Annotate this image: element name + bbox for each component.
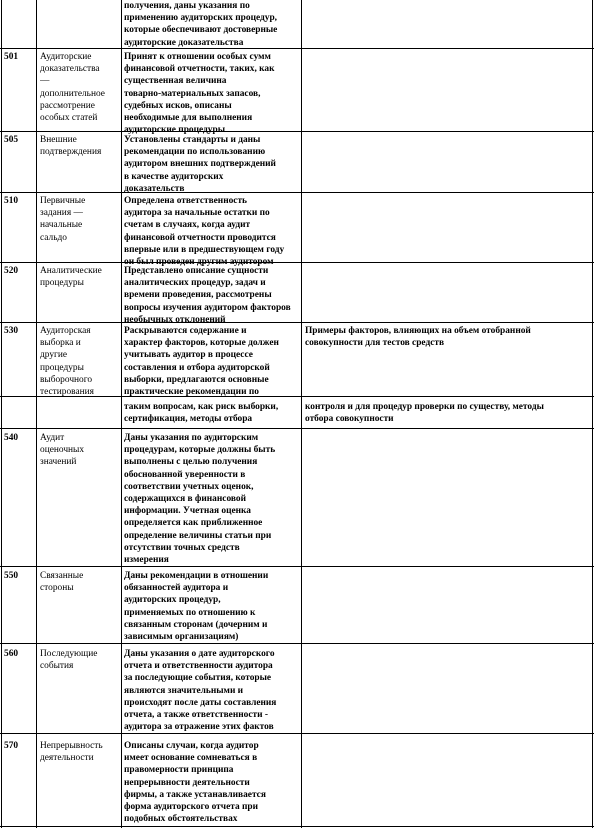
name-line: деятельности <box>40 753 94 764</box>
description-line: применению аудиторских процедур, <box>124 13 277 24</box>
description-line: составления и отбора аудиторской <box>124 362 270 373</box>
notes-line: совокупности для тестов средств <box>305 338 445 349</box>
description-line: обоснованной уверенности в <box>124 469 246 480</box>
name-line: начальные <box>40 220 83 231</box>
name-line: стороны <box>40 583 74 594</box>
description-line: содержащихся в финансовой <box>124 494 246 505</box>
row-description <box>124 195 300 268</box>
description-line: Определена ответственность <box>124 196 248 206</box>
name-line: рассмотрение <box>40 100 95 111</box>
description-line: информации. Учетная оценка <box>124 506 251 517</box>
description-line: аудитором внешних подтверждений <box>124 159 276 170</box>
description-line: применяемых по отношению к <box>124 607 256 618</box>
name-line: другие <box>40 350 68 361</box>
row-description <box>124 740 300 825</box>
row-notes <box>305 325 590 349</box>
description-line: Описаны случаи, когда аудитор <box>124 741 259 751</box>
row-divider <box>0 428 594 429</box>
description-line: подобных обстоятельствах <box>124 814 238 825</box>
row-description <box>124 265 300 326</box>
column-divider <box>121 0 122 828</box>
name-line: выборочного <box>40 374 93 385</box>
description-line: получения, даны указания по <box>124 1 250 11</box>
notes-line: отбора совокупности <box>305 414 394 425</box>
standard-code: 505 <box>4 135 19 145</box>
description-line: Даны указания о дате аудиторского <box>124 649 275 659</box>
name-line: Связанные <box>40 571 84 581</box>
standard-name <box>40 648 120 672</box>
name-line: особых статей <box>40 113 98 124</box>
standard-code: 570 <box>4 741 19 751</box>
description-line: сертификация, методы отбора <box>124 414 253 425</box>
description-line: учитывать аудитор в процессе <box>124 350 253 361</box>
description-line: Даны указания по аудиторским <box>124 433 259 443</box>
standard-code: 550 <box>4 571 19 581</box>
standard-name <box>40 195 120 244</box>
standard-code: 520 <box>4 266 19 276</box>
notes-line: контроля и для процедур проверки по существу, методы <box>305 402 544 412</box>
description-line: в качестве аудиторских <box>124 171 224 182</box>
standard-name <box>40 432 120 469</box>
row-description <box>124 648 300 733</box>
description-line: связанным сторонам (дочерним и <box>124 619 268 630</box>
standard-code: 530 <box>4 326 19 336</box>
standard-name <box>40 265 120 289</box>
description-line: выполнены с целью получения <box>124 457 258 468</box>
description-line: имеет основание сомневаться в <box>124 753 258 764</box>
description-line: аудиторские процедуры <box>124 125 226 136</box>
standard-name <box>40 134 120 158</box>
name-line: задания — <box>40 208 83 219</box>
description-line: которые обеспечивают достоверные <box>124 25 278 36</box>
name-line: Аудиторская <box>40 326 91 336</box>
name-line: дополнительное <box>40 88 105 99</box>
description-line: счетам в случаях, когда аудит <box>124 220 251 231</box>
description-line: отчета и ответственности аудитора <box>124 661 273 672</box>
description-line: измерения <box>124 555 169 566</box>
name-line: события <box>40 661 74 672</box>
description-line: форма аудиторского отчета при <box>124 802 258 813</box>
notes-line: Примеры факторов, влияющих на объем отобранной <box>305 326 531 336</box>
standard-code: 560 <box>4 649 19 659</box>
description-line: Даны рекомендации в отношении <box>124 571 269 581</box>
name-line: Первичные <box>40 196 86 206</box>
table-border-left <box>1 0 2 828</box>
row-description <box>124 134 300 195</box>
description-line: характер факторов, которые должен <box>124 338 279 349</box>
description-line: правомерности принципа <box>124 765 234 776</box>
name-line: выборка и <box>40 338 81 349</box>
description-line: происходят после даты составления <box>124 697 277 708</box>
standard-code: 501 <box>4 52 19 62</box>
description-line: аудитора за отражение этих фактов <box>124 722 274 733</box>
name-line: Аудит <box>40 433 65 443</box>
description-line: рекомендации по использованию <box>124 147 266 158</box>
standard-code: 510 <box>4 196 19 206</box>
name-line: оценочных <box>40 445 85 456</box>
description-line: вопросы изучения аудитором факторов <box>124 302 291 313</box>
description-line: Установлены стандарты и даны <box>124 135 261 145</box>
name-line: Внешние <box>40 135 77 145</box>
description-line: зависимым организациям) <box>124 632 239 643</box>
description-line: существенная величина <box>124 76 227 87</box>
description-line: необычных отклонений <box>124 314 226 325</box>
row-description <box>124 401 300 425</box>
description-line: необходимые для выполнения <box>124 113 253 124</box>
description-line: практические рекомендации по <box>124 387 259 398</box>
name-line: процедуры <box>40 362 84 373</box>
description-line: финансовой отчетности проводится <box>124 232 276 243</box>
row-notes <box>305 401 590 425</box>
description-line: он был проведен другим аудитором <box>124 257 274 268</box>
description-line: аналитических процедур, задач и <box>124 278 266 289</box>
description-line: товарно-материальных запасов, <box>124 88 261 99</box>
row-description <box>124 0 300 49</box>
description-line: финансовой отчетности, таких, как <box>124 64 275 75</box>
row-description <box>124 51 300 136</box>
description-line: являются значительными и <box>124 685 244 696</box>
row-description <box>124 570 300 643</box>
name-line: сальдо <box>40 232 67 243</box>
description-line: судебных исков, описаны <box>124 100 232 111</box>
column-divider <box>36 0 37 828</box>
row-description <box>124 432 300 566</box>
description-line: аудитора за начальные остатки по <box>124 208 270 219</box>
standard-code: 540 <box>4 433 19 443</box>
description-line: отсутствии точных средств <box>124 542 240 553</box>
description-line: аудиторские доказательства <box>124 37 244 48</box>
name-line: подтверждения <box>40 147 102 158</box>
description-line: определяется как приближенное <box>124 518 263 529</box>
description-line: доказательств <box>124 183 185 194</box>
description-line: Раскрываются содержание и <box>124 326 247 336</box>
name-line: Последующие <box>40 649 98 659</box>
description-line: фирмы, а также устанавливается <box>124 789 266 800</box>
table-border-right <box>592 0 593 828</box>
standard-name <box>40 325 120 398</box>
name-line: Аудиторские <box>40 52 92 62</box>
standard-name <box>40 740 120 764</box>
description-line: непрерывности деятельности <box>124 777 250 788</box>
description-line: определение величины статьи при <box>124 530 272 541</box>
description-line: отчета, а также ответственности - <box>124 710 268 721</box>
description-line: аудиторских процедур, <box>124 595 221 606</box>
standard-name <box>40 51 120 124</box>
name-line: тестирования <box>40 387 94 398</box>
description-line: обязанностей аудитора и <box>124 583 229 594</box>
name-line: Аналитические <box>40 266 102 276</box>
description-line: времени проведения, рассмотрены <box>124 290 272 301</box>
name-line: — <box>40 76 50 87</box>
description-line: выборки, предлагаются основные <box>124 374 269 385</box>
name-line: доказательства <box>40 64 100 75</box>
row-description <box>124 325 300 398</box>
description-line: соответствии учетных оценок, <box>124 481 254 492</box>
description-line: Представлено описание сущности <box>124 266 269 276</box>
description-line: за последующие события, которые <box>124 673 272 684</box>
name-line: Непрерывность <box>40 741 103 751</box>
description-line: Принят к отношении особых сумм <box>124 52 271 62</box>
table-border-bottom <box>0 826 594 827</box>
description-line: таким вопросам, как риск выборки, <box>124 402 279 412</box>
name-line: значений <box>40 457 77 468</box>
description-line: процедурам, которые должны быть <box>124 445 276 456</box>
description-line: впервые или в предшествующем году <box>124 244 285 255</box>
name-line: процедуры <box>40 278 84 289</box>
column-divider <box>301 0 302 828</box>
standard-name <box>40 570 120 594</box>
